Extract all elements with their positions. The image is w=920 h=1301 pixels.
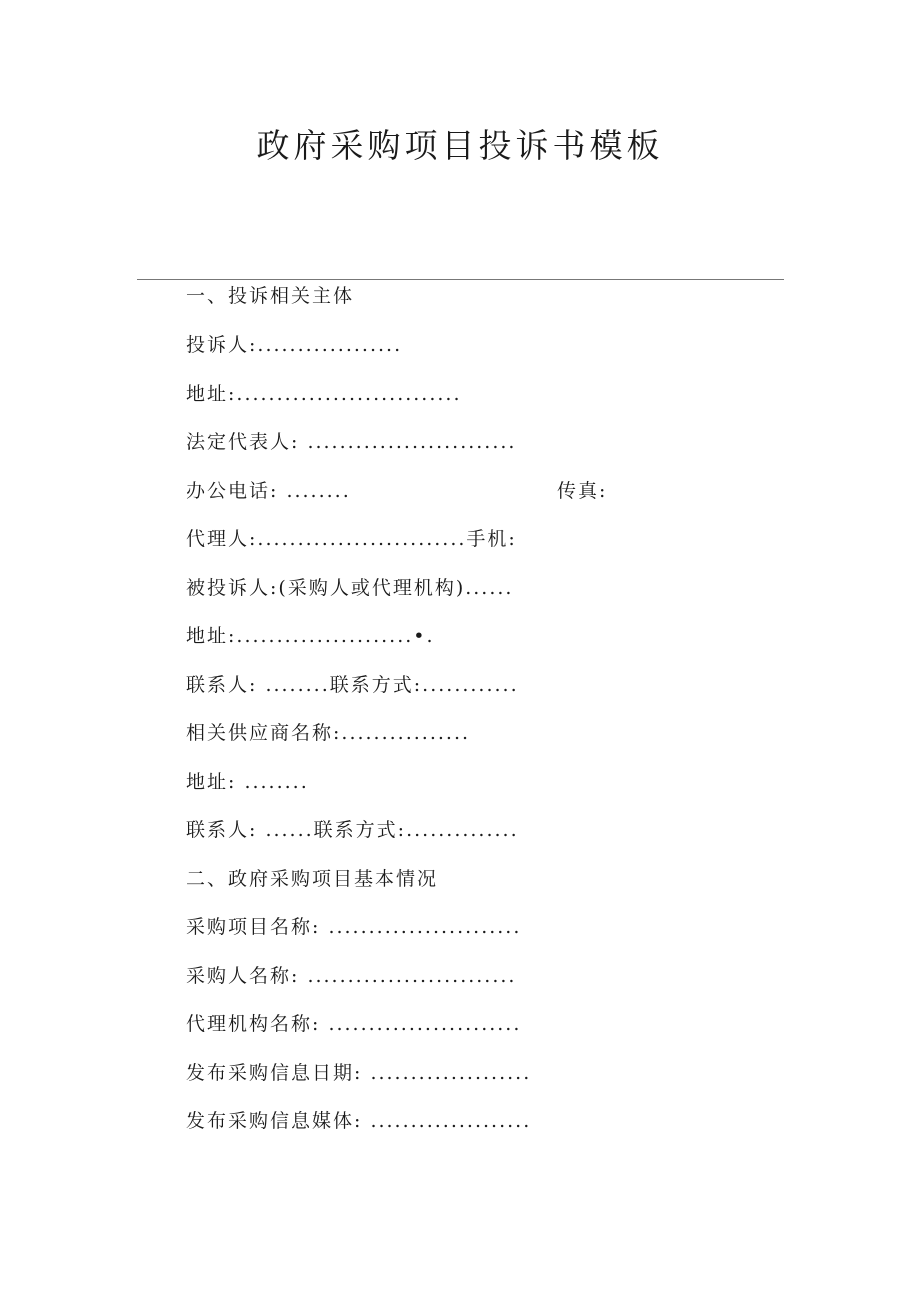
respondent-line: 被投诉人:(采购人或代理机构)...... [186,577,514,599]
project-name-line: 采购项目名称: ........................ [186,916,522,938]
legal-representative-line: 法定代表人: .......................... [186,431,517,453]
respondent-contact-line: 联系人: ........联系方式:............ [186,674,519,696]
purchaser-name-line: 采购人名称: .......................... [186,965,517,987]
agent-line: 代理人:..........................手机: [186,528,517,550]
publish-media-line: 发布采购信息媒体: .................... [186,1110,532,1132]
section-heading-parties: 一、投诉相关主体 [186,285,355,307]
supplier-address-line: 地址: ........ [186,771,309,793]
office-phone-line: 办公电话: ........ [186,480,351,502]
fax-label: 传真: [557,480,608,502]
respondent-address-line: 地址:......................•. [186,625,435,647]
supplier-contact-line: 联系人: ......联系方式:.............. [186,819,519,841]
document-title: 政府采购项目投诉书模板 [256,126,664,165]
complainant-line: 投诉人:.................. [186,334,403,356]
complainant-address-line: 地址:............................ [186,383,462,405]
section-heading-project: 二、政府采购项目基本情况 [186,868,439,890]
publish-date-line: 发布采购信息日期: .................... [186,1062,532,1084]
header-divider [137,279,784,280]
agency-name-line: 代理机构名称: ........................ [186,1013,522,1035]
supplier-name-line: 相关供应商名称:................ [186,722,471,744]
